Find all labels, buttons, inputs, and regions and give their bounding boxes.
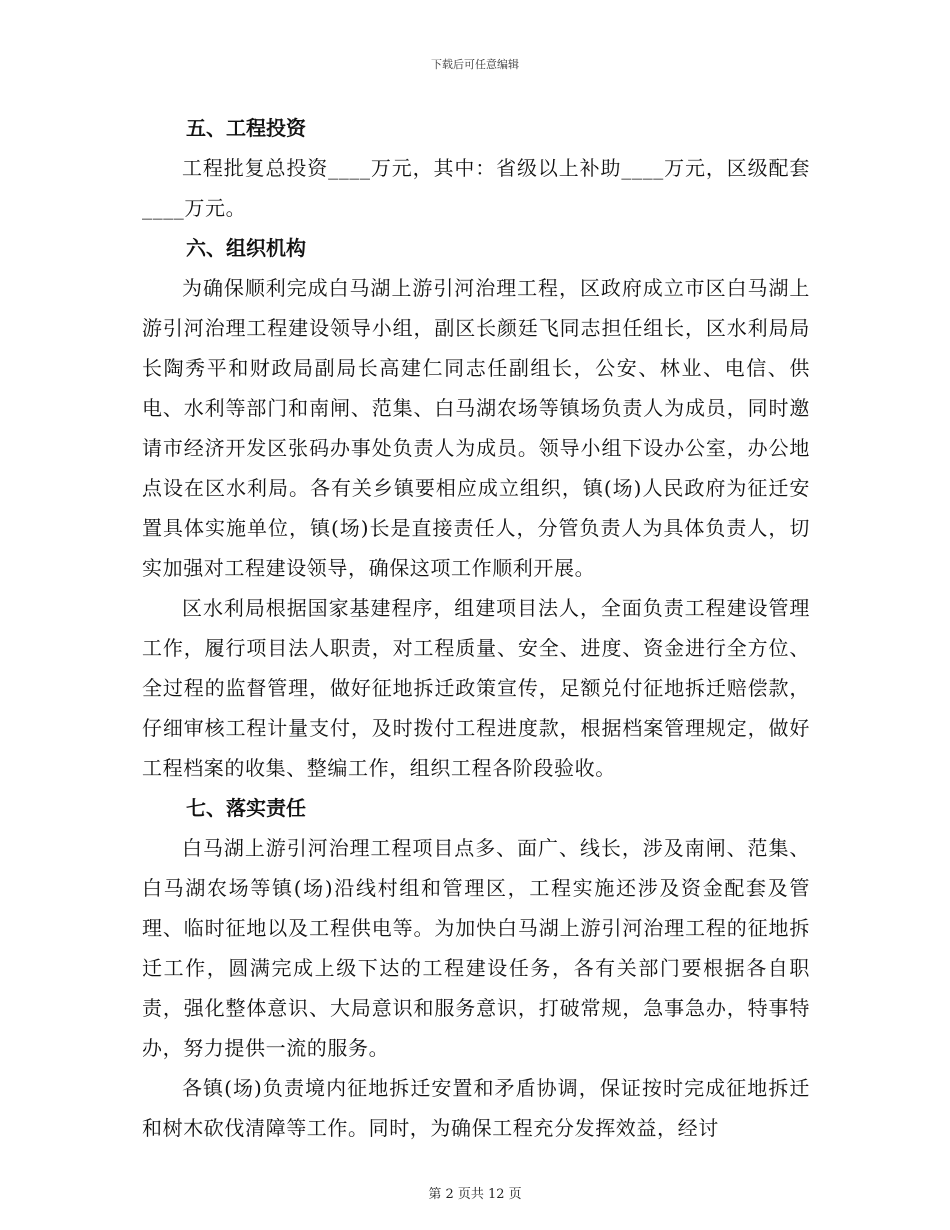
document-body [142,108,810,1148]
section-heading-investment: 五、工程投资 [186,116,306,140]
paragraph-investment: 工程批复总投资____万元，其中：省级以上补助____万元，区级配套____万元。 [142,156,810,220]
page-header: 下载后可任意编辑 [431,58,519,71]
paragraph-responsibility-2: 各镇(场)负责境内征地拆迁安置和矛盾协调，保证按时完成征地拆迁和树木砍伐清障等工作。同时，为确保工程充分发挥效益，经讨 [142,1076,810,1140]
section-heading-organization: 六、组织机构 [186,236,306,260]
paragraph-responsibility-1: 白马湖上游引河治理工程项目点多、面广、线长，涉及南闸、范集、白马湖农场等镇(场)沿线村组和管理区，工程实施还涉及资金配套及管理、临时征地以及工程供电等。为加快白马湖上游引河治理工程的征地拆迁工作，圆满完成上级下达的工程建设任务，各有关部门要根据各自职责，强化整体意识、大局意识和服务意识，打破常规，急事急办，特事特办，努力提供一流的服务。 [142,836,810,1060]
paragraph-organization-2: 区水利局根据国家基建程序，组建项目法人，全面负责工程建设管理工作，履行项目法人职责，对工程质量、安全、进度、资金进行全方位、全过程的监督管理，做好征地拆迁政策宣传，足额兑付征地拆迁赔偿款，仔细审核工程计量支付，及时拨付工程进度款，根据档案管理规定，做好工程档案的收集、整编工作，组织工程各阶段验收。 [142,596,810,780]
section-heading-responsibility: 七、落实责任 [186,796,306,820]
paragraph-organization-1: 为确保顺利完成白马湖上游引河治理工程，区政府成立市区白马湖上游引河治理工程建设领导小组，副区长颜廷飞同志担任组长，区水利局局长陶秀平和财政局副局长高建仁同志任副组长，公安、林业、电信、供电、水利等部门和南闸、范集、白马湖农场等镇场负责人为成员，同时邀请市经济开发区张码办事处负责人为成员。领导小组下设办公室，办公地点设在区水利局。各有关乡镇要相应成立组织，镇(场)人民政府为征迁安置具体实施单位，镇(场)长是直接责任人，分管负责人为具体负责人，切实加强对工程建设领导，确保这项工作顺利开展。 [142,276,810,580]
page-footer: 第 2 页共 12 页 [428,1187,522,1202]
